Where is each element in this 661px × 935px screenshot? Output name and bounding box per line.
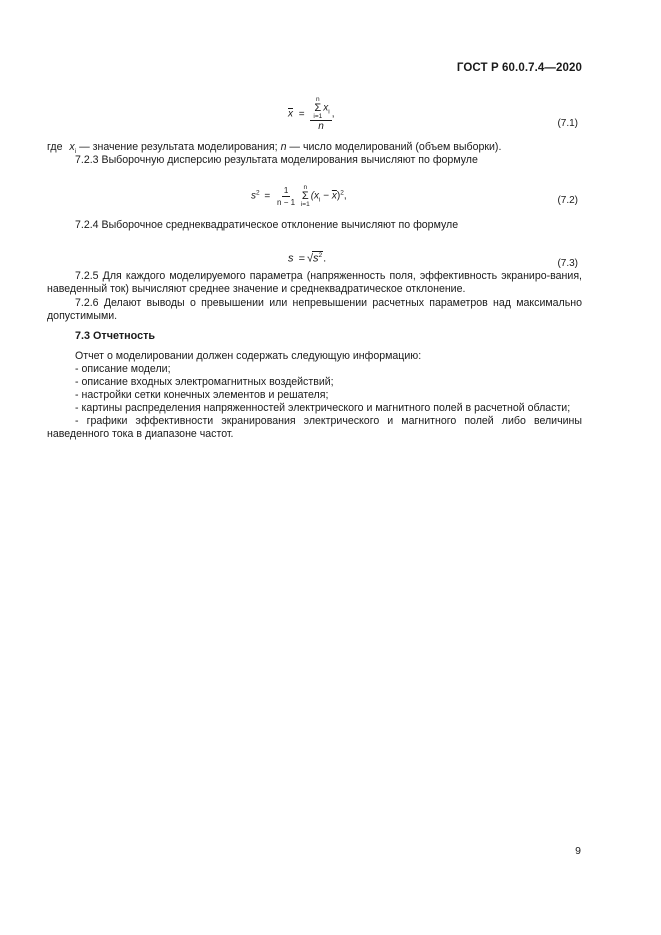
list-item: - графики эффективности экранирования электрического и магнитного полей либо величины наведенного тока в диапазоне частот. [47,415,582,440]
list-item: - описание модели; [75,363,171,375]
formula-7-1-sum [313,96,322,120]
formula-7-2-frac-num: 1 [283,185,289,195]
sum-bottom: i=1 [313,113,323,120]
paragraph-7-2-6: 7.2.6 Делают выводы о превышении или непревышении расчетных параметров над максимально допустимыми. [47,297,582,322]
formula-7-3-radicand [312,251,323,265]
page-number: 9 [575,845,581,857]
radical-sign: √ [307,252,314,265]
formula-7-3-eq: = [298,252,305,265]
formula-7-1-eq: = [298,108,305,120]
equation-number-7-1: (7.1) [557,118,578,129]
where-var-n: n [280,141,287,153]
sum-top: n [316,96,320,103]
formula-7-2-xbar: $\overline{x}$ [331,190,337,202]
formula-7-2-body-sub: i [319,196,321,204]
formula-7-3 [288,251,326,265]
paragraph-7-2-5: 7.2.5 Для каждого моделируемого параметра (напряженность поля, эффективность экраниро-вания, наведенный ток) вычисляют среднее значение и среднеквадратическое отклонение. [47,270,582,295]
formula-7-2-trail: , [343,190,347,202]
paragraph-7-2-3: 7.2.3 Выборочную дисперсию результата моделирования вычисляют по формуле [75,154,478,166]
requirements-list [47,363,582,441]
standard-id-header: ГОСТ Р 60.0.7.4—2020 [456,62,582,74]
formula-7-1-trail: , [331,108,335,120]
formula-7-2-body-close: ) [336,190,341,202]
formula-7-2-eq: = [264,190,271,202]
list-item: - настройки сетки конечных элементов и решателя; [75,389,329,401]
sum-top: n [303,184,308,191]
list-item: - описание входных электромагнитных воздействий; [75,376,334,388]
section-title-7-3: 7.3 Отчетность [75,330,156,342]
denominator-var: n [318,121,324,132]
where-text-1: — значение результата моделирования; [76,141,281,153]
formula-7-2-body-mid: − [320,190,332,202]
formula-7-3-lhs: s [288,252,294,265]
formula-7-2 [251,184,347,208]
sum-bottom: i=1 [300,201,310,208]
numerator-var: x [323,102,329,114]
formula-7-2-sum [301,184,310,208]
formula-7-3-arg-sup: 2 [318,252,323,259]
formula-7-2-lhs: s [251,190,256,202]
where-var-sub: i [74,148,77,156]
formula-7-3-arg: s [313,252,319,265]
where-prefix: где [47,141,63,153]
formula-7-1 [288,96,335,132]
formula-7-2-lhs-sup: 2 [256,189,260,197]
numerator-sub: i [328,108,330,116]
sum-sign: Σ [301,190,309,202]
formula-7-3-trail: . [323,252,327,265]
formula-7-1-denominator [316,121,326,132]
formula-7-2-frac-den: n − 1 [277,197,296,207]
equation-number-7-2: (7.2) [557,195,578,206]
where-var-x: x [69,141,75,153]
list-item: - картины распределения напряженностей электрического и магнитного полей в расчетной области; [75,402,571,414]
section-intro: Отчет о моделировании должен содержать следующую информацию: [75,350,422,362]
formula-7-1-fraction [310,96,331,132]
sum-sign: Σ [314,102,322,114]
equation-number-7-3: (7.3) [557,258,578,269]
formula-7-2-fraction [275,185,297,208]
where-text-2: — число моделирований (объем выборки). [286,141,502,153]
formula-7-2-body: (x [310,190,320,202]
formula-7-1-lhs: $\overline{x}$ [288,108,293,120]
paragraph-7-2-4: 7.2.4 Выборочное среднеквадратическое отклонение вычисляют по формуле [75,219,459,231]
formula-7-1-numerator [310,96,331,121]
formula-7-2-body-sup: 2 [340,189,344,197]
